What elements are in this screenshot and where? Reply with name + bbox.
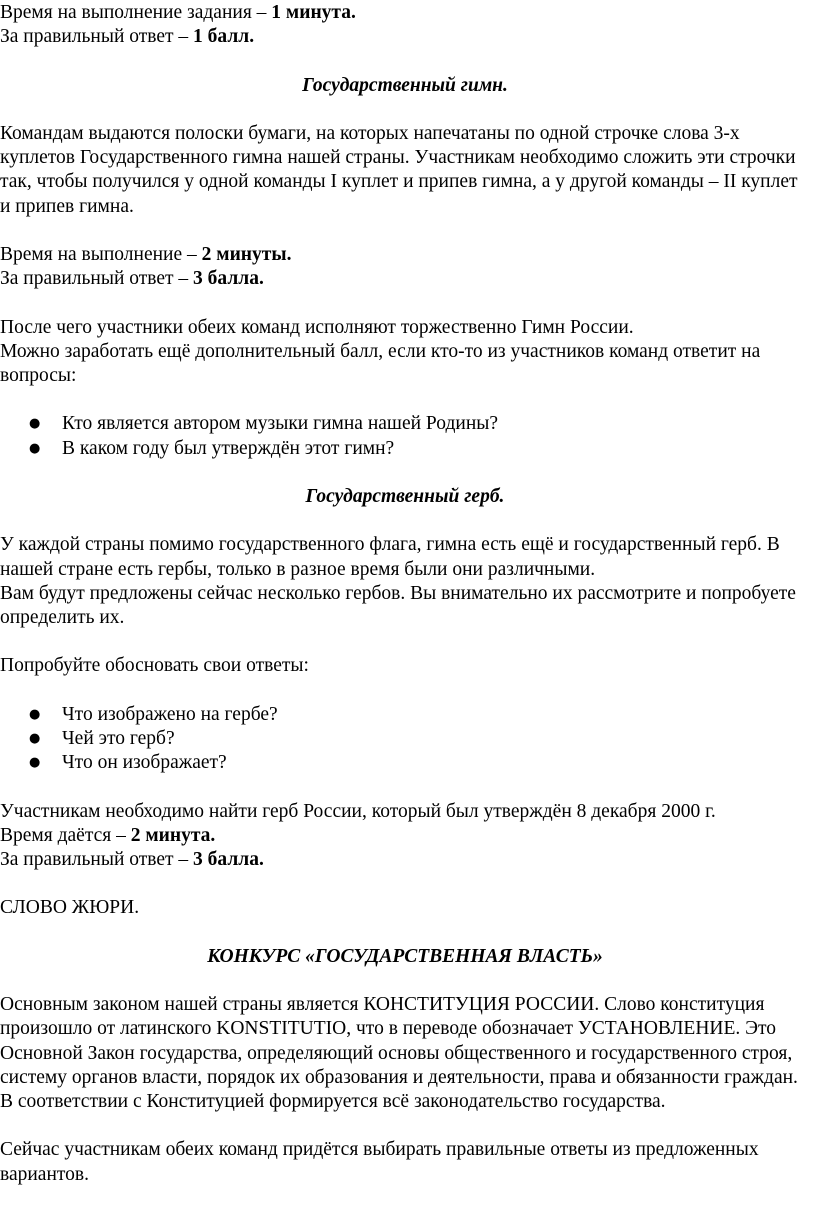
bullet-icon: ● — [29, 706, 41, 722]
emblem-score-line — [0, 848, 810, 872]
list-item — [0, 751, 810, 775]
blank-line — [0, 291, 810, 315]
anthem-score-value: 3 балла. — [193, 268, 264, 290]
list-item-text: Что он изображает? — [62, 752, 227, 774]
list-item — [0, 412, 810, 436]
emblem-paragraph-1: У каждой страны помимо государственного флага, гимна есть ещё и государственный герб. В нашей стране есть гербы, только в разное время были они различными. — [0, 534, 780, 580]
bullet-icon: ● — [29, 416, 41, 432]
emblem-time-value: 2 минута. — [130, 824, 216, 846]
anthem-time-line — [0, 243, 810, 267]
blank-line — [0, 969, 810, 993]
time-prefix: Время на выполнение задания – — [0, 2, 272, 23]
blank-line — [0, 1114, 810, 1138]
anthem-questions-list — [0, 412, 810, 460]
anthem-bonus-text: Можно заработать ещё дополнительный балл, если кто-то из участников команд ответит на вопросы: — [0, 340, 761, 386]
anthem-score-prefix: За правильный ответ – — [0, 268, 194, 290]
anthem-time-value: 2 минуты. — [201, 243, 292, 265]
blank-line — [0, 388, 810, 412]
anthem-after-text: После чего участники обеих команд исполняют торжественно Гимн России. — [0, 316, 634, 338]
score-value: 1 балл. — [193, 26, 255, 48]
document-page — [0, 1, 810, 1187]
time-line — [0, 1, 810, 25]
section-title-anthem: Государственный гимн. — [302, 74, 508, 96]
blank-line — [0, 509, 810, 533]
emblem-time-prefix: Время даётся – — [0, 824, 131, 846]
jury-text: СЛОВО ЖЮРИ. — [0, 897, 140, 919]
blank-line — [0, 49, 810, 73]
emblem-time-line — [0, 824, 810, 848]
bullet-icon: ● — [29, 755, 41, 771]
blank-line — [0, 775, 810, 799]
time-value: 1 минута. — [271, 2, 356, 23]
score-prefix: За правильный ответ – — [0, 26, 194, 48]
bullet-icon: ● — [29, 440, 41, 456]
emblem-score-value: 3 балла. — [193, 848, 264, 870]
blank-line — [0, 679, 810, 703]
blank-line — [0, 98, 810, 122]
list-item-text: В каком году был утверждён этот гимн? — [62, 437, 395, 459]
list-item — [0, 727, 810, 751]
blank-line — [0, 921, 810, 945]
anthem-description: Командам выдаются полоски бумаги, на которых напечатаны по одной строчке слова 3-х куплетов Государственного гимна нашей страны. Участникам необходимо сложить эти строчки так, чтобы получился у одной команды I куплет и припев гимна, а у другой команды – II куплет и припев гимна. — [0, 122, 798, 217]
section-title-emblem: Государственный герб. — [305, 485, 505, 507]
list-item — [0, 437, 810, 461]
list-item-text: Кто является автором музыки гимна нашей Родины? — [62, 413, 499, 435]
emblem-questions-list — [0, 703, 810, 776]
blank-line — [0, 219, 810, 243]
list-item — [0, 703, 810, 727]
emblem-score-prefix: За правильный ответ – — [0, 848, 194, 870]
blank-line — [0, 872, 810, 896]
list-item-text: Что изображено на гербе? — [62, 703, 278, 725]
power-paragraph-1: Основным законом нашей страны является КОНСТИТУЦИЯ РОССИИ. Слово конституция произошло от латинского KONSTITUTIO, что в переводе обозначает УСТАНОВЛЕНИЕ. Это Основной Закон государства, определяющий основы общественного и государственного строя, систему органов власти, порядок их образования и деятельности, права и обязанности граждан. В соответствии с Конституцией формируется всё законодательство государства. — [0, 994, 798, 1112]
emblem-task-text: Участникам необходимо найти герб России, который был утверждён 8 декабря 2000 г. — [0, 800, 716, 822]
list-item-text: Чей это герб? — [62, 727, 175, 749]
blank-line — [0, 461, 810, 485]
score-line — [0, 25, 810, 49]
blank-line — [0, 630, 810, 654]
section-title-power: КОНКУРС «ГОСУДАРСТВЕННАЯ ВЛАСТЬ» — [207, 945, 603, 967]
anthem-score-line — [0, 267, 810, 291]
emblem-paragraph-2: Вам будут предложены сейчас несколько гербов. Вы внимательно их рассмотрите и попробуете определить их. — [0, 582, 796, 628]
power-paragraph-2: Сейчас участникам обеих команд придётся выбирать правильные ответы из предложенных вариантов. — [0, 1139, 759, 1185]
bullet-icon: ● — [29, 730, 41, 746]
anthem-time-prefix: Время на выполнение – — [0, 243, 202, 265]
emblem-justify-prompt: Попробуйте обосновать свои ответы: — [0, 655, 309, 677]
